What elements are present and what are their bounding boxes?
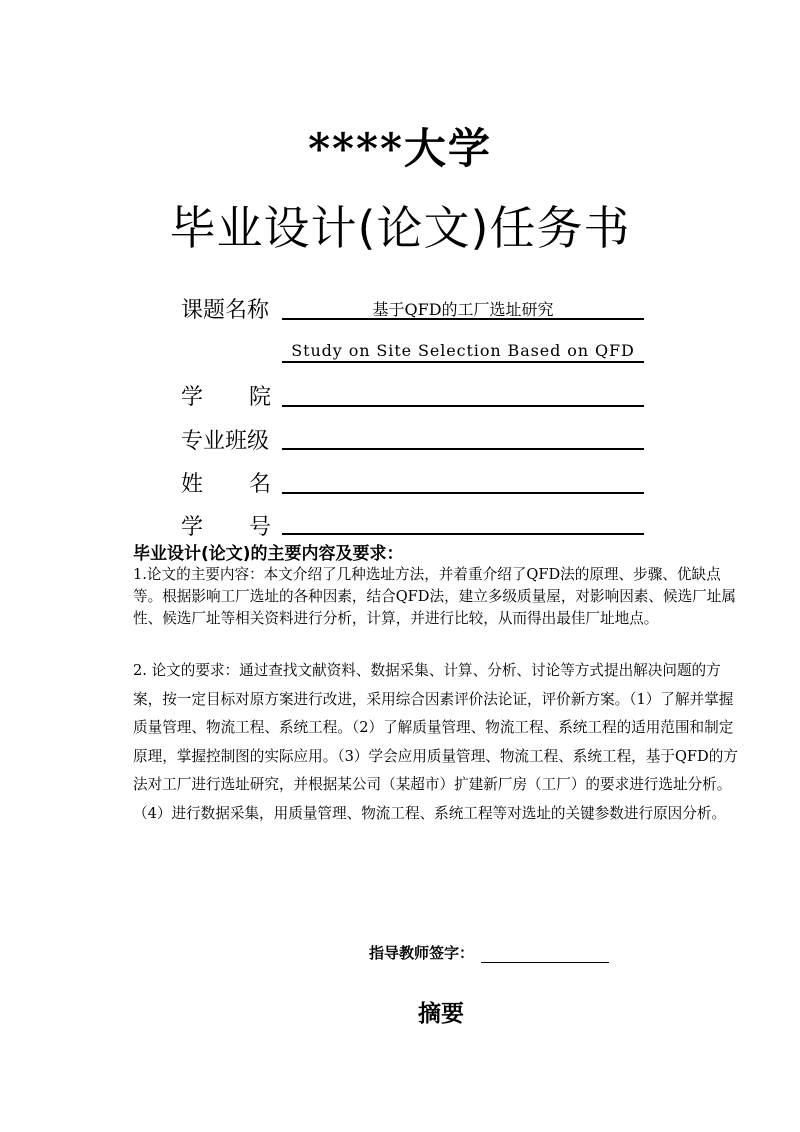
college-label-char-1: 学 bbox=[181, 385, 204, 410]
name-label-char-1: 姓 bbox=[181, 472, 204, 497]
college-label bbox=[181, 380, 271, 411]
topic-cn-value: 基于QFD的工厂选址研究 bbox=[372, 300, 554, 319]
document-title: 毕业设计(论文)任务书 bbox=[169, 201, 631, 255]
college-field bbox=[282, 405, 644, 407]
topic-label: 课题名称 bbox=[181, 298, 270, 323]
name-label bbox=[181, 467, 271, 498]
advisor-signature-line bbox=[481, 962, 609, 963]
college-label-char-2: 院 bbox=[248, 385, 271, 410]
major-field bbox=[282, 448, 644, 450]
student-id-label-char-2: 号 bbox=[248, 515, 271, 540]
abstract-heading: 摘要 bbox=[418, 1000, 464, 1027]
student-id-label bbox=[181, 510, 271, 541]
content-paragraph: 1.论文的主要内容：本文介绍了几种选址方法，并着重介绍了QFD法的原理、步骤、优缺点等。根据影响工厂选址的各种因素，结合QFD法，建立多级质量屋，对影响因素、候选厂址属性、候选厂址等相关资料进行分析，计算，并进行比较，从而得出最佳厂址地点。 bbox=[133, 566, 736, 627]
student-id-field bbox=[282, 533, 644, 535]
demands-paragraph: 2. 论文的要求：通过查找文献资料、数据采集、计算、分析、讨论等方式提出解决问题的方案，按一定目标对原方案进行改进，采用综合因素评价法论证，评价新方案。（1）了解并掌握质量管理、物流工程、系统工程。（2）了解质量管理、物流工程、系统工程的适用范围和制定原理，掌握控制图的实际应用。（3）学会应用质量管理、物流工程、系统工程，基于QFD的方法对工厂进行选址研究，并根据某公司（某超市）扩建新厂房（工厂）的要求进行选址分析。（4）进行数据采集，用质量管理、物流工程、系统工程等对选址的关键参数进行原因分析。 bbox=[133, 662, 738, 822]
student-id-label-char-1: 学 bbox=[181, 515, 204, 540]
name-field bbox=[282, 492, 644, 494]
university-name: ****大学 bbox=[308, 124, 492, 173]
name-label-char-2: 名 bbox=[248, 472, 271, 497]
topic-cn-underline bbox=[282, 318, 644, 320]
topic-en-underline bbox=[282, 361, 644, 363]
major-label: 专业班级 bbox=[181, 429, 270, 454]
advisor-signature-label: 指导教师签字： bbox=[369, 944, 475, 962]
requirements-heading: 毕业设计(论文)的主要内容及要求： bbox=[133, 544, 404, 564]
topic-en-value: Study on Site Selection Based on QFD bbox=[291, 341, 635, 360]
